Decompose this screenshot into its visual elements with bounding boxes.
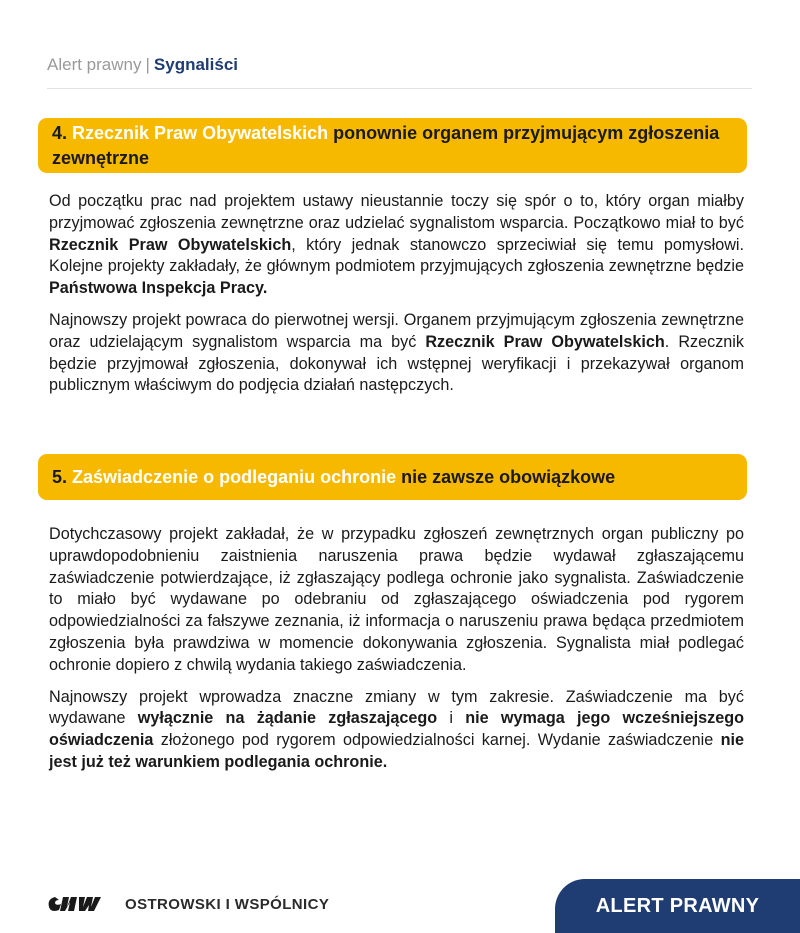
footer-logo [47, 895, 329, 913]
header-divider [47, 88, 752, 89]
section-4-body [49, 191, 744, 407]
section-5-body [49, 524, 744, 784]
section-5-title-rest: nie zawsze obowiązkowe [401, 467, 616, 487]
paragraph-text: Od początku prac nad projektem ustawy nieustannie toczy się spór o to, który organ miałby przyjmować zgłoszenia zewnętrzne oraz udzielać sygnalistom wsparcia. Początkowo miał to być [49, 192, 744, 232]
section-5-title-highlight: Zaświadczenie o podleganiu ochronie [72, 467, 397, 487]
alert-prawny-tab [555, 879, 800, 933]
emphasized-text: nie wymaga jego wcześniejszego oświadczenia [49, 709, 744, 750]
paragraph-text: Najnowszy projekt wprowadza znaczne zmiany w tym zakresie. Zaświadczenie ma być wydawane [49, 687, 744, 728]
alert-tab-label: ALERT PRAWNY [595, 894, 760, 917]
firm-name: OSTROWSKI I WSPÓLNICY [125, 895, 330, 913]
paragraph-text: i [437, 709, 466, 728]
section-5-banner [38, 454, 747, 500]
firm-logo-icon [47, 895, 103, 913]
section-4-paragraph [49, 191, 744, 300]
section-4-title-highlight: Rzecznik Praw Obywatelskich [72, 123, 329, 143]
emphasized-text: wyłącznie na żądanie zgłaszającego [137, 709, 438, 728]
section-4-title-rest: ponownie organem przyjmującym zgłoszenia zewnętrzne [52, 123, 720, 168]
paragraph-text: Najnowszy projekt powraca do pierwotnej wersji. Organem przyjmującym zgłoszenia zewnętrzne oraz udzielającym sygnalistom wsparcia ma być [49, 310, 744, 351]
emphasized-text: nie jest już też warunkiem podlegania ochronie. [49, 731, 744, 771]
section-5-paragraph [49, 524, 744, 677]
header-separator: | [145, 55, 150, 74]
section-4-number: 4. [52, 123, 68, 143]
emphasized-text: Rzecznik Praw Obywatelskich [49, 235, 292, 254]
paragraph-text: Dotychczasowy projekt zakładał, że w przypadku zgłoszeń zewnętrznych organ publiczny po uprawdopodobnieniu zaistnienia naruszenia prawa będzie wydawał zgłaszającemu zaświadczenie potwierdzające, iż zgłaszający podlega ochronie jako sygnalista. Zaświadczenie to miało być wydawane po odebraniu od zgłaszającego oświadczenia pod rygorem odpowiedzialności za fałszywe zeznania, iż informacja o naruszeniu prawa będąca przedmiotem zgłoszenia była prawdziwa w momencie dokonywania zgłoszenia. Sygnalista miał podlegać ochronie dopiero z chwilą wydania takiego zaświadczenia. [49, 525, 744, 674]
page-header [47, 55, 238, 75]
paragraph-text: . Rzecznik będzie przyjmował zgłoszenia, dokonywał ich wstępnej weryfikacji i przekazywał organom publicznym właściwym do podjęcia działań następczych. [49, 332, 744, 395]
header-topic: Sygnaliści [153, 55, 239, 74]
emphasized-text: Rzecznik Praw Obywatelskich [425, 332, 665, 351]
section-5-number: 5. [52, 467, 68, 487]
header-prefix: Alert prawny [47, 55, 142, 74]
paragraph-text: , który jednak stanowczo sprzeciwiał się temu pomysłowi. Kolejne projekty zakładały, że głównym podmiotem przyjmujących zgłoszenia zewnętrzne będzie [49, 235, 744, 276]
section-4-banner [38, 118, 747, 173]
emphasized-text: Państwowa Inspekcja Pracy. [49, 279, 268, 298]
section-5-paragraph [49, 687, 744, 774]
paragraph-text: złożonego pod rygorem odpowiedzialności karnej. Wydanie zaświadczenie [153, 731, 721, 750]
section-4-paragraph [49, 310, 744, 397]
